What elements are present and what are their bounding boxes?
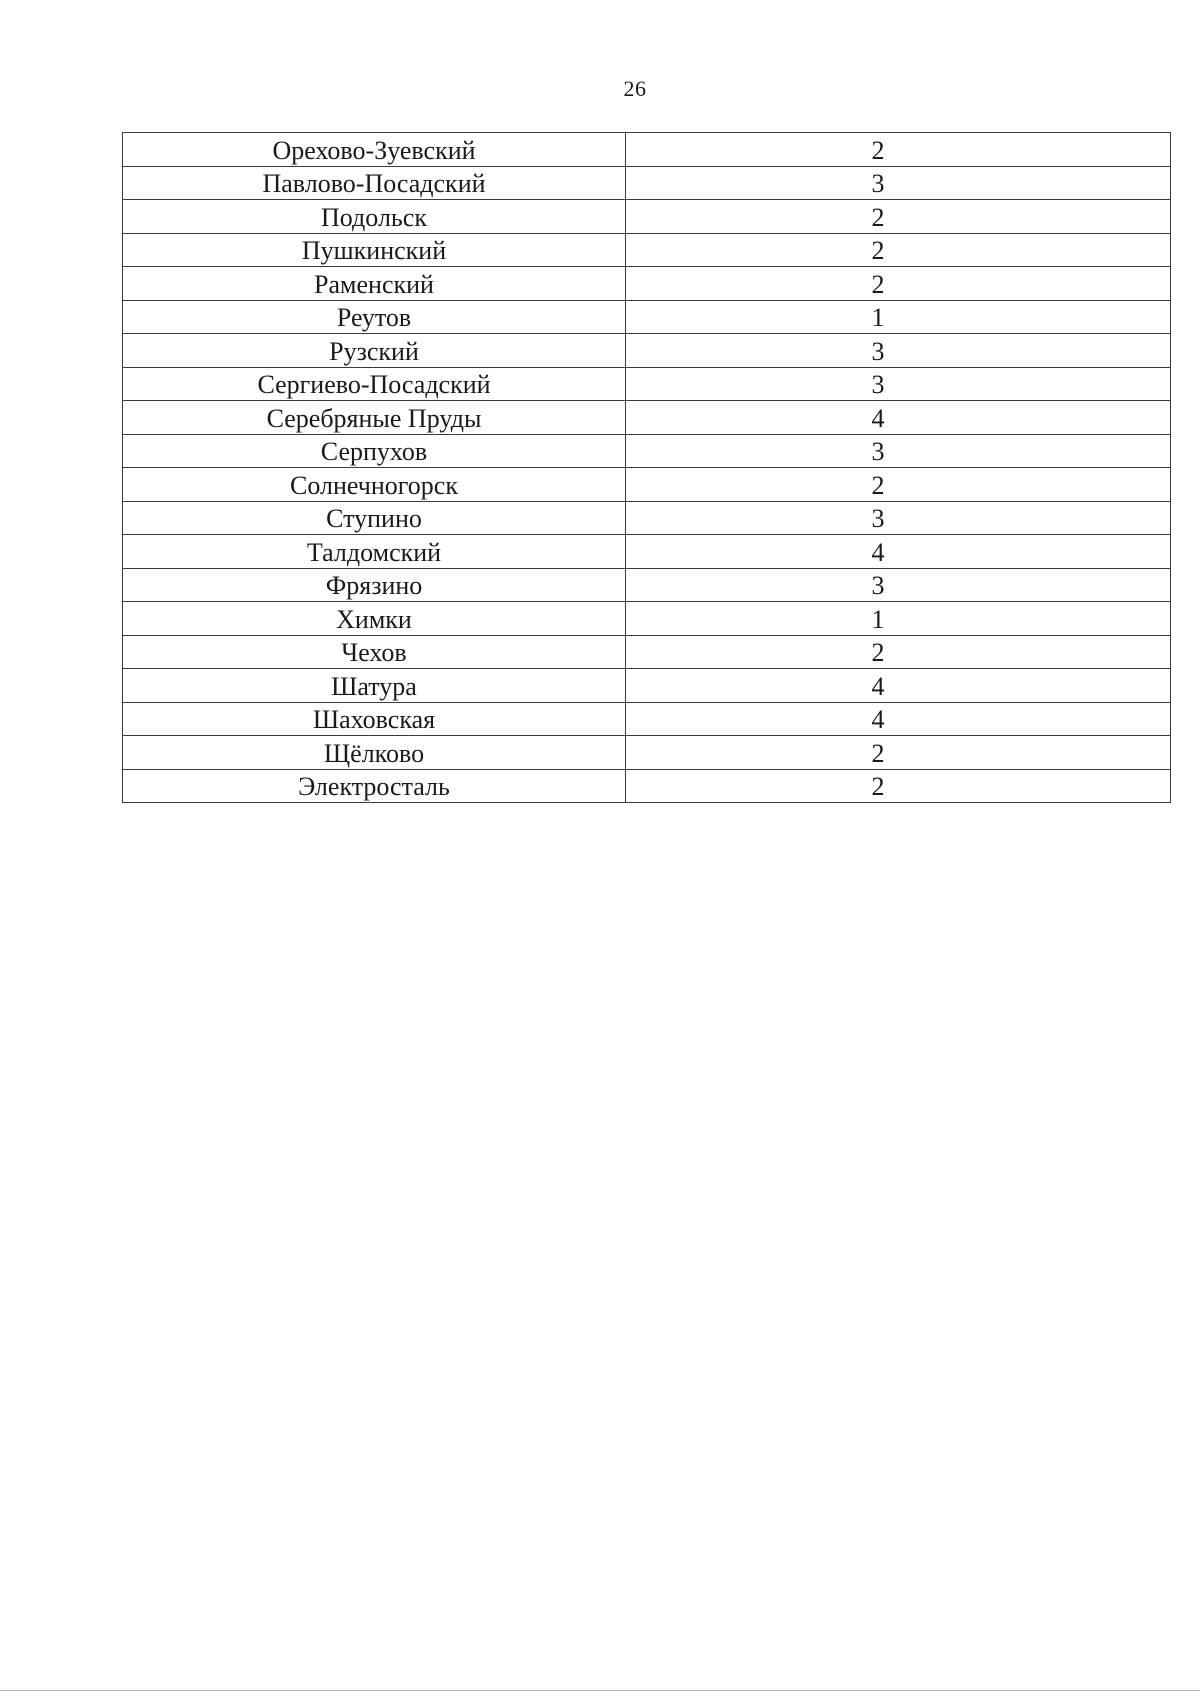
district-name-cell: Химки	[123, 602, 626, 636]
table-row	[123, 669, 1171, 703]
district-name-cell: Солнечногорск	[123, 468, 626, 502]
district-name-cell: Раменский	[123, 267, 626, 301]
district-table	[122, 132, 1171, 803]
table-row	[123, 334, 1171, 368]
table-row	[123, 568, 1171, 602]
district-value-cell: 2	[626, 769, 1171, 803]
page-number: 26	[623, 76, 647, 101]
district-name-cell: Сергиево-Посадский	[123, 367, 626, 401]
district-name-cell: Павлово-Посадский	[123, 166, 626, 200]
district-value-cell: 3	[626, 166, 1171, 200]
table-row	[123, 401, 1171, 435]
scan-edge-line	[0, 1690, 1200, 1691]
district-name-cell: Серпухов	[123, 434, 626, 468]
district-value-cell: 2	[626, 736, 1171, 770]
district-value-cell: 3	[626, 501, 1171, 535]
district-name-cell: Фрязино	[123, 568, 626, 602]
table-row	[123, 635, 1171, 669]
district-table-container	[122, 132, 1128, 803]
district-value-cell: 2	[626, 200, 1171, 234]
district-value-cell: 4	[626, 669, 1171, 703]
district-name-cell: Щёлково	[123, 736, 626, 770]
district-name-cell: Шаховская	[123, 702, 626, 736]
table-row	[123, 200, 1171, 234]
table-row	[123, 166, 1171, 200]
district-name-cell: Реутов	[123, 300, 626, 334]
district-name-cell: Электросталь	[123, 769, 626, 803]
district-value-cell: 1	[626, 602, 1171, 636]
district-value-cell: 2	[626, 635, 1171, 669]
district-value-cell: 4	[626, 702, 1171, 736]
table-row	[123, 535, 1171, 569]
district-value-cell: 4	[626, 401, 1171, 435]
table-row	[123, 367, 1171, 401]
district-name-cell: Шатура	[123, 669, 626, 703]
district-value-cell: 3	[626, 568, 1171, 602]
district-value-cell: 1	[626, 300, 1171, 334]
table-row	[123, 434, 1171, 468]
table-row	[123, 133, 1171, 167]
district-value-cell: 3	[626, 367, 1171, 401]
district-name-cell: Серебряные Пруды	[123, 401, 626, 435]
district-value-cell: 3	[626, 434, 1171, 468]
table-row	[123, 267, 1171, 301]
district-name-cell: Талдомский	[123, 535, 626, 569]
district-name-cell: Пушкинский	[123, 233, 626, 267]
table-row	[123, 233, 1171, 267]
district-value-cell: 2	[626, 267, 1171, 301]
table-row	[123, 468, 1171, 502]
table-row	[123, 602, 1171, 636]
district-value-cell: 2	[626, 233, 1171, 267]
district-value-cell: 2	[626, 133, 1171, 167]
table-row	[123, 769, 1171, 803]
district-value-cell: 4	[626, 535, 1171, 569]
table-row	[123, 300, 1171, 334]
table-row	[123, 702, 1171, 736]
table-row	[123, 501, 1171, 535]
table-row	[123, 736, 1171, 770]
district-value-cell: 2	[626, 468, 1171, 502]
district-table-body	[123, 133, 1171, 803]
district-name-cell: Ступино	[123, 501, 626, 535]
district-name-cell: Чехов	[123, 635, 626, 669]
district-value-cell: 3	[626, 334, 1171, 368]
district-name-cell: Орехово-Зуевский	[123, 133, 626, 167]
district-name-cell: Подольск	[123, 200, 626, 234]
district-name-cell: Рузский	[123, 334, 626, 368]
